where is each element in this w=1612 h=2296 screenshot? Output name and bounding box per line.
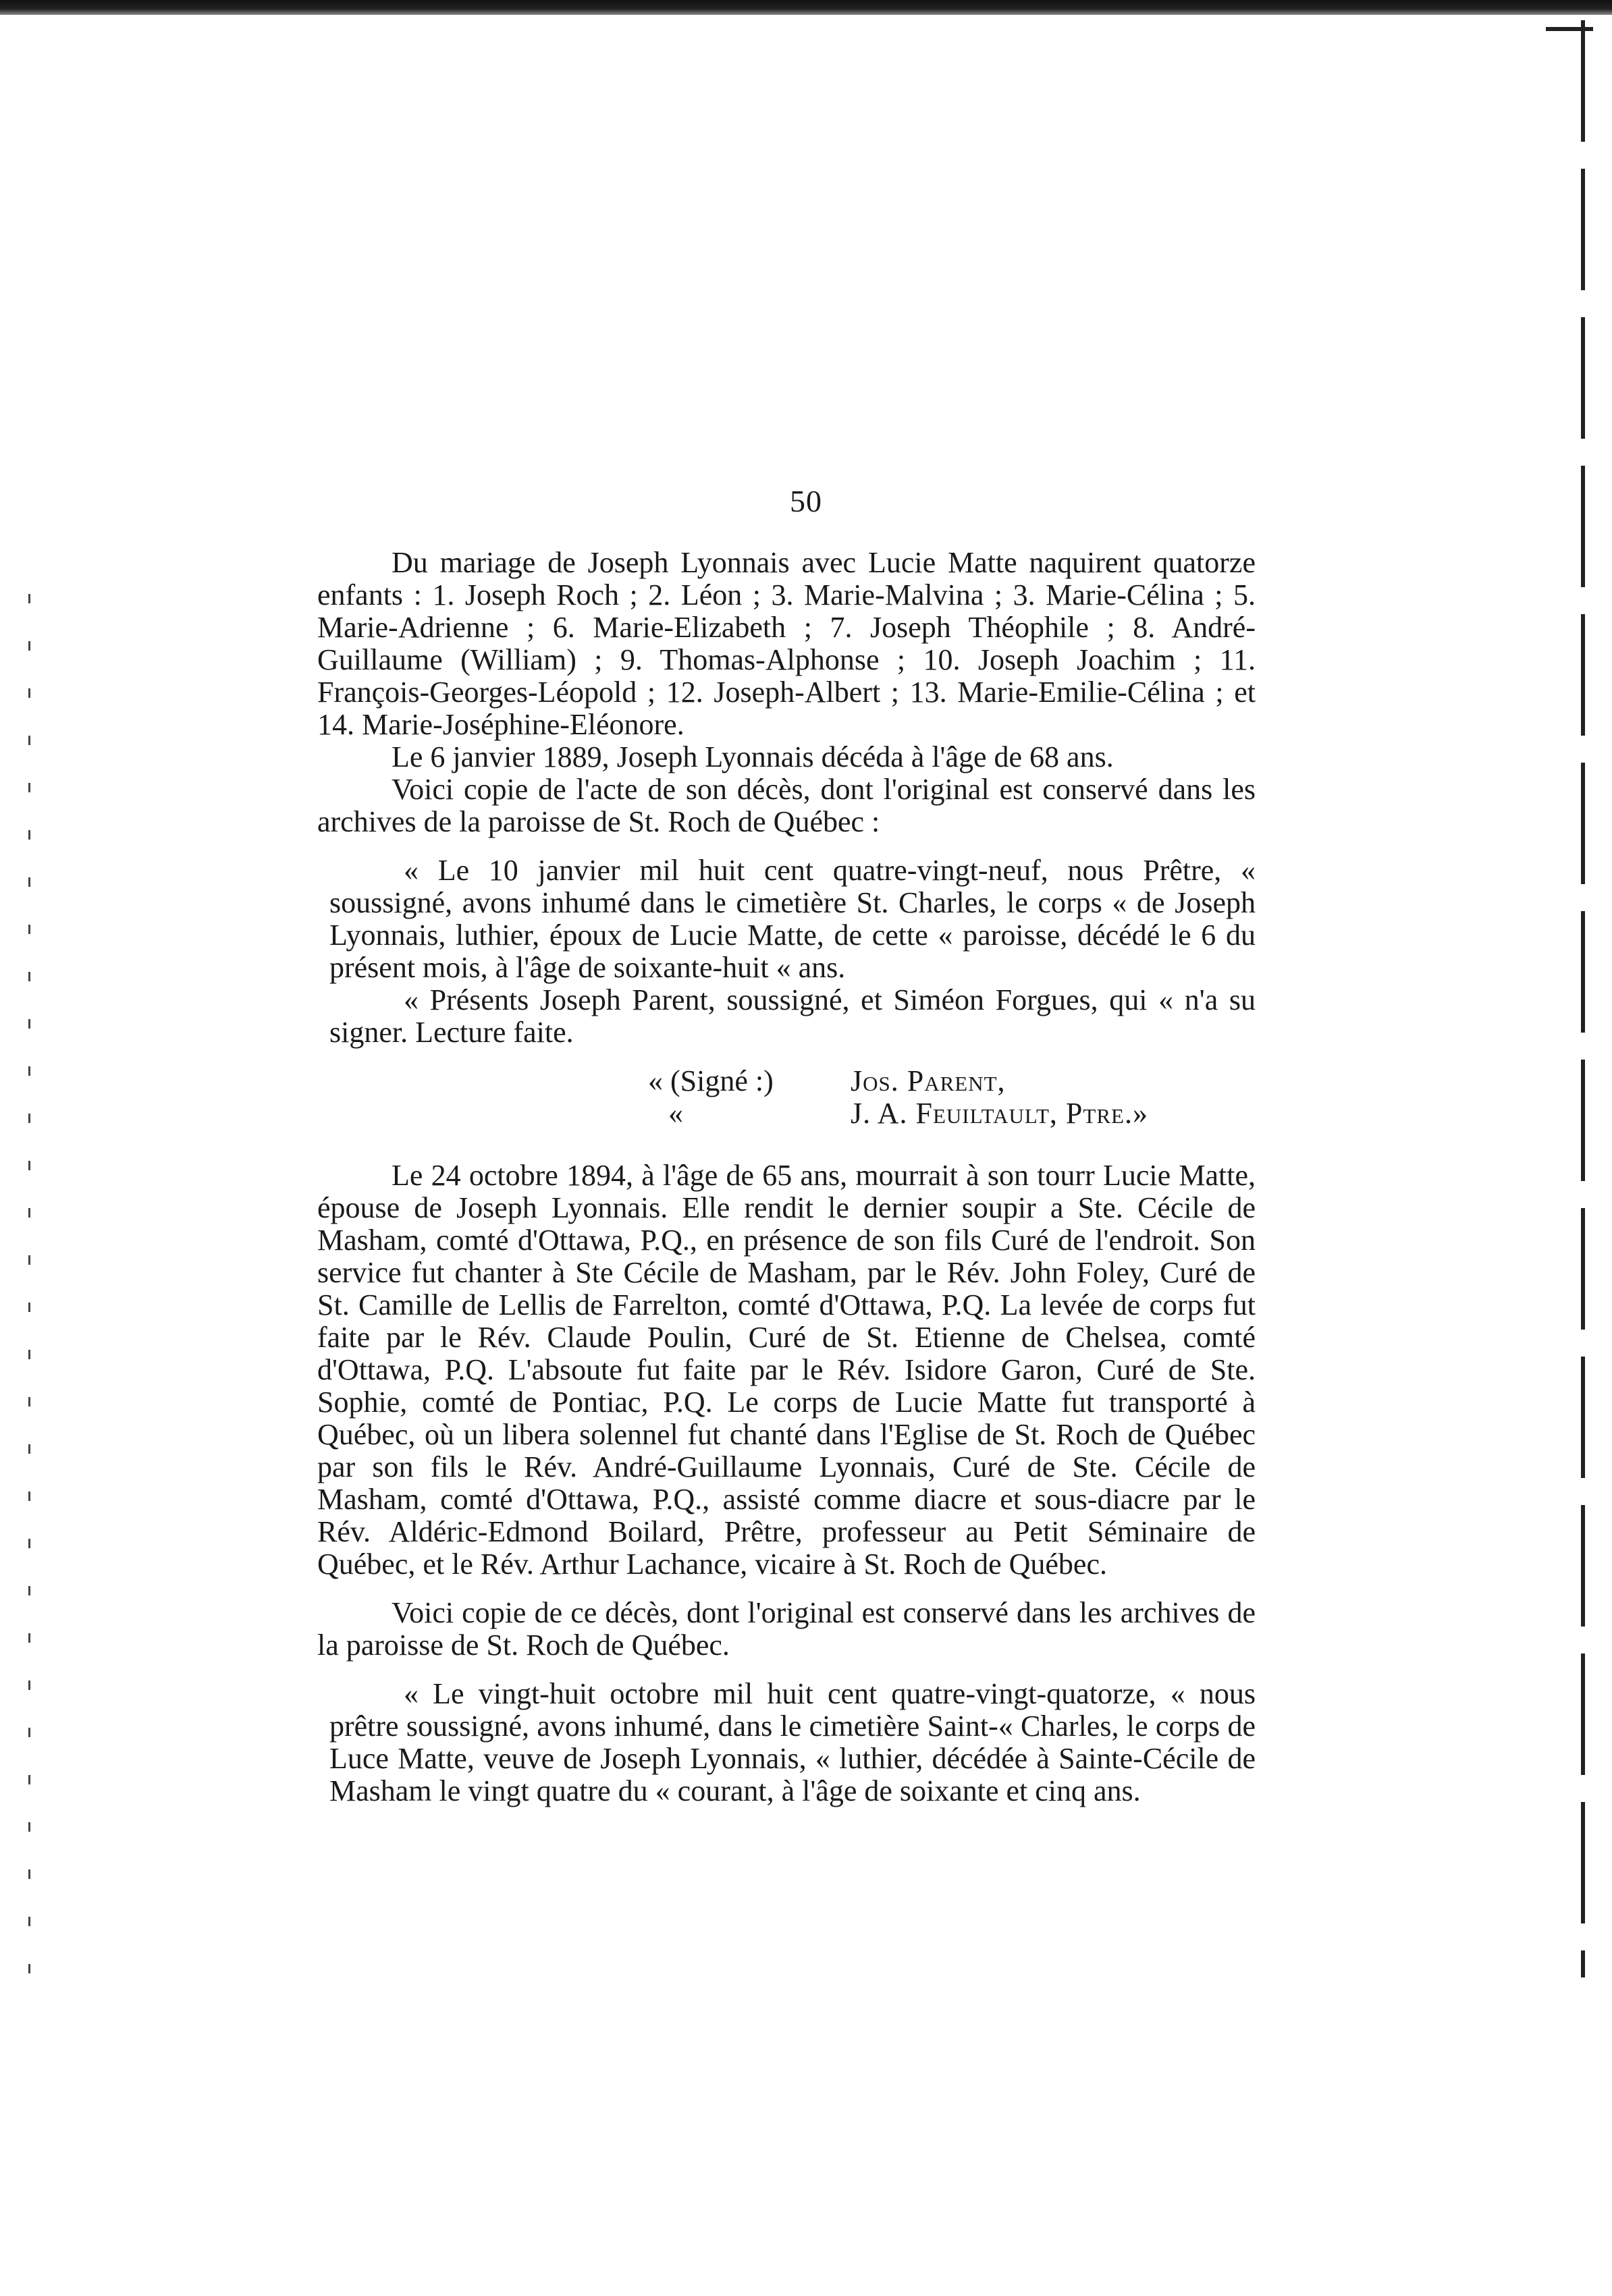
signature-row-1	[317, 1065, 1256, 1097]
paragraph-death-date: Le 6 janvier 1889, Joseph Lyonnais décéda à l'âge de 68 ans.	[392, 740, 1114, 773]
page-number: 50	[790, 484, 822, 518]
signature-label: « (Signé :)	[648, 1064, 774, 1097]
quote-witnesses: « Présents Joseph Parent, soussigné, et Siméon Forgues, qui « n'a su signer. Lecture faite.	[329, 983, 1256, 1049]
quote-burial-record: « Le 10 janvier mil huit cent quatre-vingt-neuf, nous Prêtre, « soussigné, avons inhumé dans le cimetière St. Charles, le corps « de Joseph Lyonnais, luthier, époux de Lucie Matte, de cette « paroisse, décédé le 6 du présent mois, à l'âge de soixante-huit « ans.	[329, 854, 1256, 984]
signature-row-2	[317, 1097, 1256, 1130]
scan-top-border	[0, 0, 1612, 15]
signature-quote-mark: «	[668, 1097, 683, 1130]
paragraph-death-record-intro: Voici copie de l'acte de son décès, dont l'original est conservé dans les archives de la paroisse de St. Roch de Québec :	[317, 773, 1256, 838]
paragraph-lucie-matte-death: Le 24 octobre 1894, à l'âge de 65 ans, mourrait à son tourr Lucie Matte, épouse de Joseph Lyonnais. Elle rendit le dernier soupir a Ste. Cécile de Masham, comté d'Ottawa, P.Q., en présence de son fils Curé de l'endroit. Son service fut chanter à Ste Cécile de Masham, par le Rév. John Foley, Curé de St. Camille de Lellis de Farrelton, comté d'Ottawa, P.Q. La levée de corps fut faite par le Rév. Claude Poulin, Curé de St. Etienne de Chelsea, comté d'Ottawa, P.Q. L'absoute fut faite par le Rév. Isidore Garon, Curé de Ste. Sophie, comté de Pontiac, P.Q. Le corps de Lucie Matte fut transporté à Québec, où un libera solennel fut chanté dans l'Eglise de St. Roch de Québec par son fils le Rév. André-Guillaume Lyonnais, Curé de Ste. Cécile de Masham, comté d'Ottawa, P.Q., assisté comme diacre et sous-diacre par le Rév. Aldéric-Edmond Boilard, Prêtre, professeur au Petit Séminaire de Québec, et le Rév. Arthur Lachance, vicaire à St. Roch de Québec.	[317, 1159, 1256, 1581]
scan-right-edge	[1581, 20, 1585, 1977]
paragraph-children-list: Du mariage de Joseph Lyonnais avec Lucie Matte naquirent quatorze enfants : 1. Joseph Roch ; 2. Léon ; 3. Marie-Malvina ; 3. Marie-Célina ; 5. Marie-Adrienne ; 6. Marie-Elizabeth ; 7. Joseph Théophile ; 8. André-Guillaume (William) ; 9. Thomas-Alphonse ; 10. Joseph Joachim ; 11. François-Georges-Léopold ; 12. Joseph-Albert ; 13. Marie-Emilie-Célina ; et 14. Marie-Joséphine-Eléonore.	[317, 546, 1256, 741]
page-body	[317, 547, 1256, 1807]
paragraph-second-record-intro: Voici copie de ce décès, dont l'original est conservé dans les archives de la paroisse de St. Roch de Québec.	[317, 1596, 1256, 1662]
scan-right-edge-cap	[1546, 27, 1593, 31]
scan-left-edge	[28, 594, 30, 2011]
quote-second-burial-record: « Le vingt-huit octobre mil huit cent quatre-vingt-quatorze, « nous prêtre soussigné, avons inhumé, dans le cimetière Saint-« Charles, le corps de Luce Matte, veuve de Joseph Lyonnais, « luthier, décédée à Sainte-Cécile de Masham le vingt quatre du « courant, à l'âge de soixante et cinq ans.	[329, 1677, 1256, 1807]
signature-name-parent: Jos. Parent,	[851, 1064, 1006, 1097]
signature-name-feuiltault: J. A. Feuiltault, Ptre.»	[851, 1097, 1148, 1130]
